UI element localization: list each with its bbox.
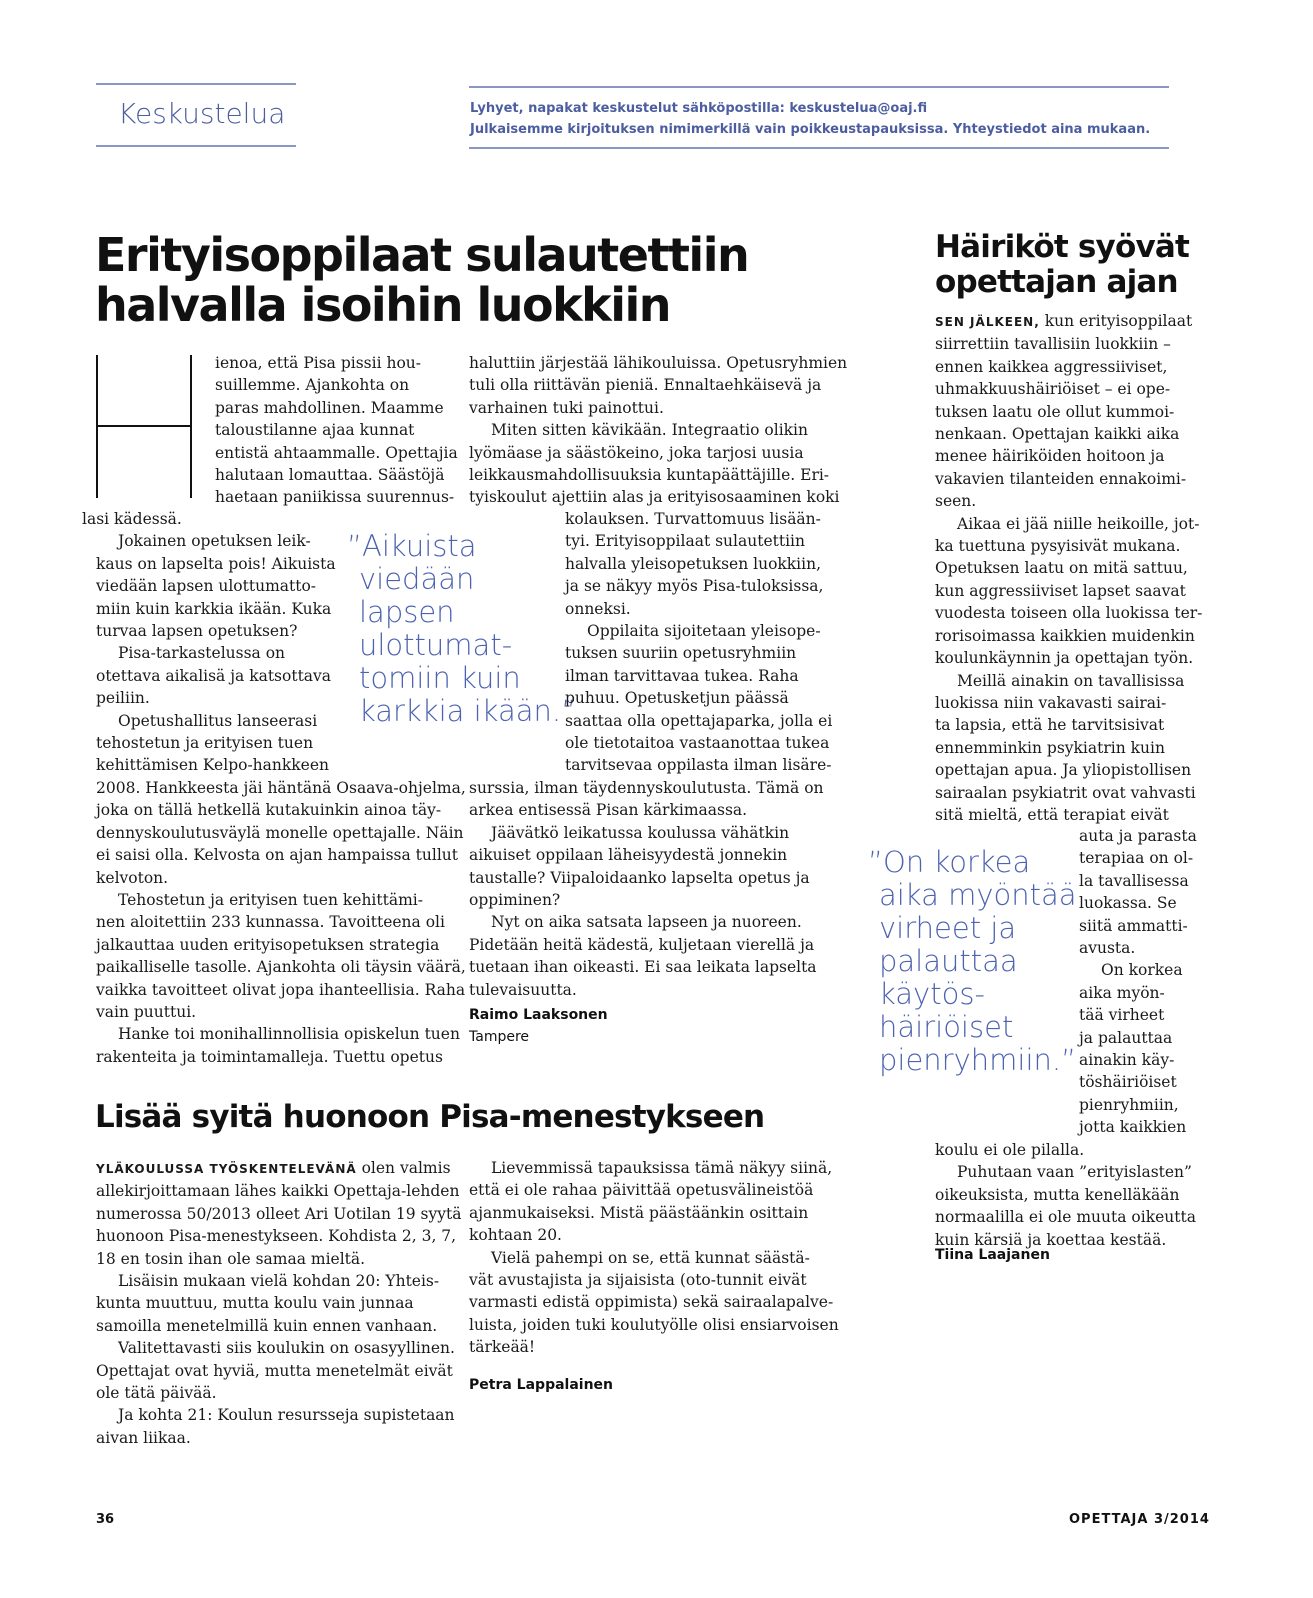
text-line: siirrettiin tavallisiin luokkiin – <box>935 335 1171 354</box>
text-line: kaus on lapselta pois! Aikuista <box>96 554 336 573</box>
article3-col-narrow <box>1079 825 1199 1139</box>
text-line: ta lapsia, että he tarvitsisivat <box>935 716 1165 735</box>
info-line-1: Lyhyet, napakat keskustelut sähköpostilla: keskustelua@oaj.fi <box>470 101 928 116</box>
text-line: Vielä pahempi on se, että kunnat säästä- <box>491 1248 810 1267</box>
text-line: tuksen suuriin opetusryhmiin <box>565 644 797 663</box>
text-line: Miten sitten kävikään. Integraatio olikin <box>491 421 808 440</box>
article3-title <box>935 230 1189 300</box>
text-line: Aikaa ei jää niille heikoille, jot- <box>957 514 1200 533</box>
text-line: luokassa. Se <box>1079 894 1177 913</box>
article1-place: Tampere <box>469 1029 530 1045</box>
text-line: vain puuttui. <box>96 1003 197 1022</box>
text-line: puhuu. Opetusketjun päässä <box>565 689 789 708</box>
text-line: rakenteita ja toimintamalleja. Tuettu opetus <box>96 1047 443 1066</box>
dropcap <box>96 355 192 498</box>
text-line: Hanke toi monihallinnollisia opiskelun tuen <box>118 1025 460 1044</box>
text-line: varmasti edistä oppimista) sekä sairaalapalve- <box>469 1293 834 1312</box>
article1-col1-drop <box>215 352 458 509</box>
text-line: tuetaan ihan oikeasti. Ei saa leikata lapselta <box>469 958 817 977</box>
text-line: onneksi. <box>565 599 631 618</box>
text-line: olen valmis <box>361 1159 451 1177</box>
text-line: otettava aikalisä ja katsottava <box>96 666 332 685</box>
pullquote-line: tomiin kuin <box>359 661 521 695</box>
text-line: suillemme. Ajankohta on <box>215 376 410 395</box>
text-line: siitä ammatti- <box>1079 916 1188 935</box>
text-line: tuli olla riittävän pieniä. Ennaltaehkäisevä ja <box>469 376 822 395</box>
article1-col2-top <box>469 352 848 509</box>
pullquote-line: käytös- <box>879 977 985 1011</box>
header-rule-bottom <box>96 145 296 147</box>
submission-info <box>470 98 1150 140</box>
text-line: ja se näkyy myös Pisa-tuloksissa, <box>565 577 824 596</box>
pullquote-line: ulottumat- <box>359 628 513 662</box>
article2-col2 <box>469 1157 839 1359</box>
text-line: Lievemmissä tapauksissa tämä näkyy siinä, <box>491 1159 833 1177</box>
text-line: tärkeää! <box>469 1338 536 1357</box>
text-line: auta ja parasta <box>1079 827 1197 845</box>
article3-author: Tiina Laajanen <box>935 1247 1050 1263</box>
text-line: jotta kaikkien <box>1079 1118 1187 1137</box>
text-line: allekirjoittamaan lähes kaikki Opettaja-lehden <box>96 1182 460 1201</box>
text-line: Pidetään heitä kädestä, kuljetaan vierellä ja <box>469 935 815 954</box>
text-line: opettajan apua. Ja yliopistollisen <box>935 761 1192 780</box>
text-line: viedään lapsen ulottumatto- <box>96 577 317 596</box>
text-line: halutaan lomauttaa. Säästöjä <box>215 466 445 485</box>
text-line: aivan liikaa. <box>96 1428 191 1447</box>
article1-title <box>95 230 748 330</box>
text-line: vät avustajista ja sijaisista (oto-tunnit eivät <box>469 1271 807 1290</box>
text-line: sairaalan psykiatrit ovat vahvasti <box>935 783 1196 802</box>
article2-title: Lisää syitä huonoon Pisa-menestykseen <box>95 1099 765 1135</box>
text-line: Valitettavasti siis koulukin on osasyyllinen. <box>118 1339 455 1358</box>
text-line: koulu ei ole pilalla. <box>935 1141 1085 1159</box>
article3-lead: SEN JÄLKEEN, <box>935 315 1040 329</box>
text-line: ajanmukaiseksi. Mistä päästäänkin osittain <box>469 1203 809 1222</box>
text-line: peiliin. <box>96 689 150 708</box>
info-rule-top <box>469 86 1169 88</box>
text-line: Pisa-tarkastelussa on <box>118 644 286 663</box>
text-line: tää virheet <box>1079 1006 1165 1025</box>
text-line: haetaan paniikissa suurennus- <box>215 488 455 507</box>
pullquote-line: karkkia ikään.” <box>359 694 577 728</box>
magazine-issue: OPETTAJA 3/2014 <box>1069 1512 1210 1527</box>
text-line: On korkea <box>1101 961 1183 980</box>
text-line: Tehostetun ja erityisen tuen kehittämi- <box>118 891 423 910</box>
article2-author: Petra Lappalainen <box>469 1377 614 1393</box>
text-line: kuin kärsiä ja koettaa kestää. <box>935 1230 1167 1249</box>
text-line: menee häiriköiden hoitoon ja <box>935 447 1165 466</box>
article1-col1-narrow <box>82 508 336 777</box>
text-line: taloustilanne ajaa kunnat <box>215 421 415 440</box>
text-line: ole tietotaitoa vastaanottaa tukea <box>565 734 830 753</box>
text-line: pienryhmiin, <box>1079 1095 1179 1114</box>
pullquote-line: virheet ja <box>879 911 1017 945</box>
text-line: tehostetun ja erityisen tuen <box>96 734 314 753</box>
text-line: terapiaa on ol- <box>1079 849 1194 868</box>
text-line: Opetuksen laatu on mitä sattuu, <box>935 559 1188 578</box>
article2-lead: YLÄKOULUSSA TYÖSKENTELEVÄNÄ <box>96 1162 357 1176</box>
dropcap-stem-right <box>190 355 192 498</box>
text-line: Ja kohta 21: Koulun resursseja supistetaan <box>118 1406 455 1425</box>
text-line: ja palauttaa <box>1079 1028 1173 1047</box>
text-line: aika myön- <box>1079 983 1165 1002</box>
text-line: Opetushallitus lanseerasi <box>118 711 318 730</box>
text-line: ole tätä päivää. <box>96 1384 217 1403</box>
text-line: kolauksen. Turvattomuus lisään- <box>565 510 821 528</box>
text-line: seen. <box>935 492 977 511</box>
text-line: joka on tällä hetkellä kutakuinkin ainoa täy- <box>96 801 442 820</box>
text-line: koulunkäynnin ja opettajan työn. <box>935 649 1194 668</box>
text-line: kelvoton. <box>96 868 169 887</box>
text-line: sitä mieltä, että terapiat eivät <box>935 805 1169 824</box>
text-line: kehittämisen Kelpo-hankkeen <box>96 756 329 775</box>
text-line: huonoon Pisa-menestykseen. Kohdista 2, 3, 7, <box>96 1227 457 1246</box>
text-line: Jäävätkö leikatussa koulussa vähätkin <box>491 823 790 842</box>
info-line-2: Julkaisemme kirjoituksen nimimerkillä vain poikkeustapauksissa. Yhteystiedot aina mukaan. <box>470 122 1151 137</box>
text-line: arkea entisessä Pisan kärkimaassa. <box>469 801 748 820</box>
article3-title-line2: opettajan ajan <box>935 264 1178 300</box>
text-line: kun aggressiiviset lapset saavat <box>935 581 1186 600</box>
text-line: tarvitsevaa oppilasta ilman lisäre- <box>565 756 832 775</box>
article1-col2-full <box>469 777 829 1001</box>
section-title: Keskustelua <box>118 97 286 130</box>
text-line: lasi kädessä. <box>82 510 182 528</box>
text-line: lyömäase ja säästökeino, joka tarjosi uusia <box>469 443 804 462</box>
text-line: luokissa niin vakavasti sairai- <box>935 693 1167 712</box>
text-line: 18 en tosin ihan ole samaa mieltä. <box>96 1249 366 1268</box>
text-line: oppiminen? <box>469 891 561 910</box>
article1-title-line1: Erityisoppilaat sulautettiin <box>95 228 749 282</box>
article1-col1-full <box>96 777 466 1068</box>
text-line: ka tuettuna pysyisivät mukana. <box>935 537 1181 556</box>
text-line: la tavallisessa <box>1079 871 1189 890</box>
text-line: uhmakkuushäiriöiset – ei ope- <box>935 380 1171 399</box>
text-line: miin kuin karkkia ikään. Kuka <box>96 599 332 618</box>
text-line: paikalliselle tasolle. Ajankohta oli täysin väärä, <box>96 958 466 977</box>
text-line: tyiskoulut ajettiin alas ja erityisosaaminen koki <box>469 488 840 507</box>
text-line: entistä ahtaammalle. Opettajia <box>215 443 458 462</box>
text-line: samoilla menetelmillä kuin ennen vanhaan. <box>96 1316 438 1335</box>
text-line: numerossa 50/2013 olleet Ari Uotilan 19 syytä <box>96 1204 462 1223</box>
text-line: rorisoimassa kaikkien muidenkin <box>935 626 1195 645</box>
text-line: nenkaan. Opettajan kaikki aika <box>935 425 1180 444</box>
text-line: vaikka tavoitteet olivat jopa ihanteellisia. Raha <box>96 980 466 999</box>
article1-author: Raimo Laaksonen <box>469 1007 608 1023</box>
article3-title-line1: Häiriköt syövät <box>935 229 1189 265</box>
text-line: ei saisi olla. Kelvosta on ajan hampaissa tullut <box>96 846 459 865</box>
text-line: 2008. Hankkeesta jäi häntänä Osaava-ohjelma, <box>96 779 466 797</box>
text-line: Nyt on aika satsata lapseen ja nuoreen. <box>491 913 802 932</box>
text-line: luista, joiden tuki koulutyölle olisi ensiarvoisen <box>469 1315 839 1334</box>
pullquote-line: palauttaa <box>879 944 1018 978</box>
text-line: ennen kaikkea aggressiiviset, <box>935 357 1168 376</box>
text-line: varhainen tuki painottui. <box>469 398 664 417</box>
text-line: Jokainen opetuksen leik- <box>118 532 311 551</box>
pullquote-line: viedään <box>359 562 475 596</box>
article3-pullquote <box>868 846 1077 1077</box>
article3-col-bottom <box>935 1139 1195 1251</box>
text-line: surssia, ilman täydennyskoulutusta. Tämä on <box>469 779 824 797</box>
text-line: tuksen laatu ole ollut kummoi- <box>935 402 1175 421</box>
text-line: paras mahdollinen. Maamme <box>215 398 444 417</box>
dropcap-crossbar <box>96 425 192 427</box>
text-line: turvaa lapsen opetuksen? <box>96 622 298 641</box>
pullquote-line: lapsen <box>359 595 455 629</box>
text-line: oikeuksista, mutta kenelläkään <box>935 1185 1180 1204</box>
pullquote-line: pienryhmiin.” <box>879 1043 1077 1077</box>
text-line: tyi. Erityisoppilaat sulautettiin <box>565 532 805 551</box>
article2-col1 <box>96 1157 462 1449</box>
text-line: kunta muuttuu, mutta koulu vain junnaa <box>96 1294 414 1313</box>
text-line: ennemminkin psykiatrin kuin <box>935 738 1165 757</box>
text-line: saattaa olla opettajaparka, jolla ei <box>565 711 833 730</box>
info-rule-bottom <box>469 147 1169 149</box>
text-line: jalkauttaa uuden erityisopetuksen strategia <box>96 935 440 954</box>
text-line: haluttiin järjestää lähikouluissa. Opetusryhmien <box>469 354 848 372</box>
pullquote-line: ”Aikuista <box>347 529 477 563</box>
text-line: Meillä ainakin on tavallisissa <box>957 671 1185 690</box>
pullquote-line: aika myöntää <box>879 878 1077 912</box>
text-line: dennyskoulutusväylä monelle opettajalle. Näin <box>96 823 464 842</box>
text-line: avusta. <box>1079 939 1136 958</box>
text-line: taustalle? Viipaloidaanko lapselta opetus ja <box>469 868 810 887</box>
text-line: Puhutaan vaan ”erityislasten” <box>957 1163 1192 1182</box>
text-line: leikkausmahdollisuuksia kuntapäättäjille. Eri- <box>469 466 830 485</box>
article3-col-top <box>935 310 1203 826</box>
article1-title-line2: halvalla isoihin luokkiin <box>95 278 671 332</box>
text-line: aikuiset oppilaan läheisyydestä jonnekin <box>469 846 788 865</box>
text-line: normaalilla ei ole muuta oikeutta <box>935 1208 1196 1227</box>
text-line: kun erityisoppilaat <box>1044 312 1193 330</box>
header-rule-top <box>96 83 296 85</box>
text-line: vuodesta toiseen olla luokissa ter- <box>935 604 1203 623</box>
text-line: halvalla yleisopetuksen luokkiin, <box>565 554 822 573</box>
text-line: että ei ole rahaa päivittää opetusvälineistöä <box>469 1181 814 1200</box>
text-line: kohtaan 20. <box>469 1226 562 1245</box>
pullquote-line: häiriöiset <box>879 1010 1014 1044</box>
pullquote-line: ”On korkea <box>868 845 1031 879</box>
text-line: Opettajat ovat hyviä, mutta menetelmät eivät <box>96 1361 453 1380</box>
text-line: töshäiriöiset <box>1079 1073 1177 1092</box>
text-line: Oppilaita sijoitetaan yleisope- <box>587 622 821 641</box>
page-number: 36 <box>96 1512 115 1527</box>
text-line: vakavien tilanteiden ennakoimi- <box>935 469 1187 488</box>
text-line: ilman tarvittavaa tukea. Raha <box>565 666 799 685</box>
text-line: tulevaisuutta. <box>469 980 577 999</box>
text-line: ainakin käy- <box>1079 1051 1175 1070</box>
text-line: Lisäisin mukaan vielä kohdan 20: Yhteis- <box>118 1272 440 1291</box>
text-line: nen aloitettiin 233 kunnassa. Tavoitteena oli <box>96 913 445 932</box>
article1-pullquote <box>347 530 576 728</box>
article1-col2-narrow <box>565 508 833 777</box>
text-line: ienoa, että Pisa pissii hou- <box>215 354 422 372</box>
